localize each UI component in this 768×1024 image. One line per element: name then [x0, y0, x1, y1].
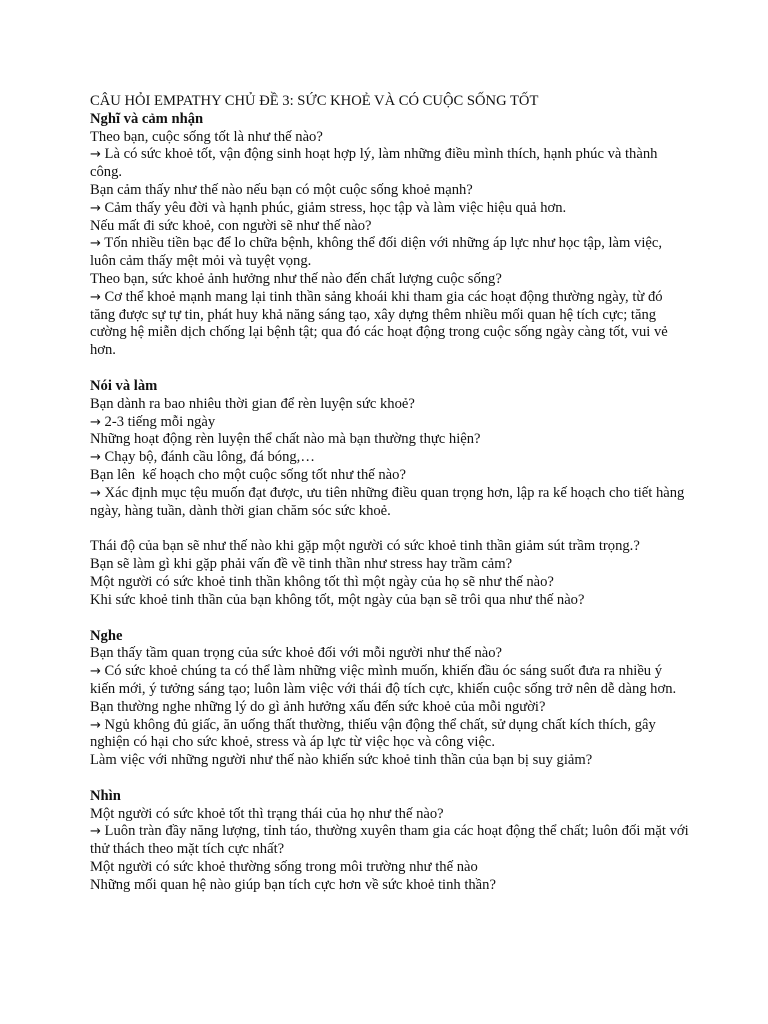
arrow-right-icon: → [90, 200, 101, 216]
answer-text: Ngủ không đủ giấc, ăn uống thất thường, thiếu vận động thể chất, sử dụng chất kích thích, gây nghiện có hại cho sức khoẻ, stress và áp lực từ việc học và công việc. [90, 716, 656, 751]
answer-text: Cảm thấy yêu đời và hạnh phúc, giảm stress, học tập và làm việc hiệu quả hơn. [100, 199, 567, 216]
paragraph-spacer [90, 520, 690, 538]
question-line: Khi sức khoẻ tinh thần của bạn không tốt, một ngày của bạn sẽ trôi qua như thế nào? [90, 591, 585, 608]
arrow-right-icon: → [90, 664, 101, 680]
question-line: Bạn lên kế hoạch cho một cuộc sống tốt như thế nào? [90, 466, 406, 483]
answer-text: Luôn tràn đầy năng lượng, tỉnh táo, thường xuyên tham gia các hoạt động thể chất; luôn đối mặt với thử thách theo mặt tích cực nhất? [90, 823, 689, 858]
section-heading: Nói và làm [90, 377, 158, 394]
arrow-right-icon: → [90, 236, 101, 252]
question-line: Bạn thường nghe những lý do gì ảnh hưởng xấu đến sức khoẻ của mỗi người? [90, 698, 546, 715]
question-line: Thái độ của bạn sẽ như thế nào khi gặp một người có sức khoẻ tinh thần giảm sút trầm trọng.? [90, 538, 640, 555]
answer-text: Là có sức khoẻ tốt, vận động sinh hoạt hợp lý, làm những điều mình thích, hạnh phúc và thành công. [90, 146, 658, 181]
question-line: Bạn dành ra bao nhiêu thời gian để rèn luyện sức khoẻ? [90, 395, 415, 412]
section [90, 111, 690, 360]
answer-line [90, 289, 690, 360]
answer-line [90, 485, 690, 521]
question-line: Theo bạn, sức khoẻ ảnh hưởng như thế nào đến chất lượng cuộc sống? [90, 270, 502, 287]
question-line: Một người có sức khoẻ thường sống trong môi trường như thế nào [90, 859, 478, 876]
answer-text: Xác định mục tệu muốn đạt được, ưu tiên những điều quan trọng hơn, lập ra kế hoạch cho tiết hàng ngày, hàng tuần, dành thời gian chăm sóc sức khoẻ. [90, 484, 685, 519]
arrow-right-icon: → [90, 824, 101, 840]
answer-line [90, 663, 690, 699]
section-spacer [90, 360, 690, 378]
answer-line [90, 717, 690, 753]
section-heading: Nghĩ và cảm nhận [90, 110, 204, 127]
document-page [90, 93, 690, 895]
answer-line [90, 146, 690, 182]
answer-line [90, 200, 690, 218]
question-line: Bạn thấy tầm quan trọng của sức khoẻ đối với mỗi người như thế nào? [90, 645, 503, 662]
document-sections [90, 111, 690, 895]
answer-line [90, 449, 690, 467]
answer-text: Cơ thể khoẻ mạnh mang lại tinh thần sảng khoái khi tham gia các hoạt động thường ngày, từ đó tăng được sự tự tin, phát huy khả năng sáng tạo, xây dựng thêm nhiều mối quan hệ tích cực; tăng cường hệ miễn dịch chống lại bệnh tật; qua đó các hoạt động trong cuộc sống ngày càng tốt, vui vẻ hơn. [90, 288, 668, 359]
arrow-right-icon: → [90, 485, 101, 501]
answer-line [90, 235, 690, 271]
arrow-right-icon: → [90, 450, 101, 466]
arrow-right-icon: → [90, 414, 101, 430]
answer-line [90, 414, 690, 432]
question-line: Nếu mất đi sức khoẻ, con người sẽ như thế nào? [90, 217, 372, 234]
question-line: Một người có sức khoẻ tốt thì trạng thái của họ như thế nào? [90, 805, 444, 822]
section-spacer [90, 770, 690, 788]
answer-text: Chạy bộ, đánh cầu lông, đá bóng,… [100, 449, 315, 466]
answer-text: Tốn nhiều tiền bạc để lo chữa bệnh, không thể đối diện với những áp lực như học tập, làm việc, luôn cảm thấy mệt mỏi và tuyệt vọng. [90, 235, 662, 270]
question-line: Làm việc với những người như thế nào khiến sức khoẻ tinh thần của bạn bị suy giảm? [90, 752, 593, 769]
section-heading: Nghe [90, 627, 123, 644]
section-spacer [90, 610, 690, 628]
section [90, 378, 690, 610]
answer-text: 2-3 tiếng mỗi ngày [100, 413, 216, 430]
arrow-right-icon: → [90, 147, 101, 163]
arrow-right-icon: → [90, 717, 101, 733]
question-line: Bạn cảm thấy như thế nào nếu bạn có một cuộc sống khoẻ mạnh? [90, 181, 473, 198]
question-line: Một người có sức khoẻ tinh thần không tốt thì một ngày của họ sẽ như thế nào? [90, 573, 554, 590]
section [90, 788, 690, 895]
question-line: Những hoạt động rèn luyện thể chất nào mà bạn thường thực hiện? [90, 431, 481, 448]
section-heading: Nhìn [90, 787, 121, 804]
document-title: CÂU HỎI EMPATHY CHỦ ĐỀ 3: SỨC KHOẺ VÀ CÓ CUỘC SỐNG TỐT [90, 93, 539, 109]
answer-line [90, 823, 690, 859]
answer-text: Có sức khoẻ chúng ta có thể làm những việc mình muốn, khiến đầu óc sáng suốt đưa ra nhiều ý kiến mới, ý tưởng sáng tạo; luôn làm việc với thái độ tích cực, khiến cuộc sống trở nên dễ dàng hơn. [90, 663, 677, 697]
question-line: Những mối quan hệ nào giúp bạn tích cực hơn về sức khoẻ tinh thần? [90, 876, 496, 893]
section [90, 628, 690, 770]
question-line: Theo bạn, cuộc sống tốt là như thế nào? [90, 128, 323, 145]
question-line: Bạn sẽ làm gì khi gặp phải vấn đề về tinh thần như stress hay trầm cảm? [90, 556, 513, 573]
arrow-right-icon: → [90, 289, 101, 305]
